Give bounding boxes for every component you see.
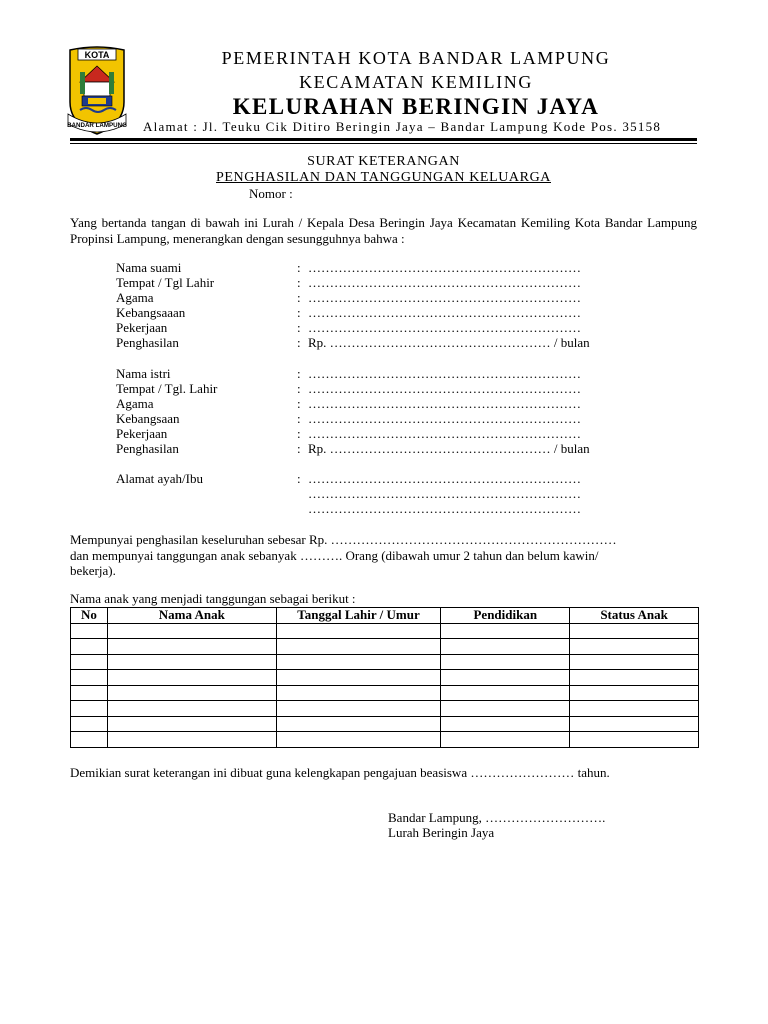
table-cell[interactable] — [276, 639, 441, 655]
document-subtitle — [70, 170, 697, 186]
field-colon: : — [297, 275, 301, 290]
table-row — [71, 623, 699, 639]
husband-job-blank: ……………………………………………………… — [308, 320, 581, 335]
husband-religion-label: Agama — [116, 290, 154, 305]
wife-name-blank: ……………………………………………………… — [308, 366, 581, 381]
field-colon: : — [297, 260, 301, 275]
husband-birth-blank: ……………………………………………………… — [308, 275, 581, 290]
table-row — [71, 654, 699, 670]
parent-address-label: Alamat ayah/Ibu — [116, 471, 203, 486]
table-cell[interactable] — [570, 670, 699, 686]
table-cell[interactable] — [276, 701, 441, 717]
table-cell[interactable] — [107, 670, 276, 686]
wife-religion-label: Agama — [116, 396, 154, 411]
table-cell[interactable] — [276, 623, 441, 639]
letterhead-thick-rule — [70, 138, 697, 141]
table-cell[interactable] — [276, 732, 441, 748]
field-colon: : — [297, 320, 301, 335]
field-colon: : — [297, 381, 301, 396]
table-cell[interactable] — [276, 685, 441, 701]
table-row — [71, 670, 699, 686]
parent-address-blank: ……………………………………………………… — [308, 501, 581, 516]
table-cell[interactable] — [570, 716, 699, 732]
header-address: Alamat : Jl. Teuku Cik Ditiro Beringin Jaya – Bandar Lampung Kode Pos. 35158 — [143, 119, 662, 134]
field-colon: : — [297, 305, 301, 320]
signature-place-date: Bandar Lampung, ………………………. — [388, 810, 606, 825]
table-row — [71, 701, 699, 717]
table-cell[interactable] — [107, 685, 276, 701]
wife-job-blank: ……………………………………………………… — [308, 426, 581, 441]
husband-name-blank: ……………………………………………………… — [308, 260, 581, 275]
husband-birth-label: Tempat / Tgl Lahir — [116, 275, 215, 290]
svg-text:KOTA: KOTA — [84, 50, 110, 60]
signature-title: Lurah Beringin Jaya — [388, 825, 495, 840]
table-cell[interactable] — [71, 670, 108, 686]
table-cell[interactable] — [107, 732, 276, 748]
husband-nationality-label: Kebangsaaan — [116, 305, 186, 320]
wife-religion-blank: ……………………………………………………… — [308, 396, 581, 411]
table-cell[interactable] — [441, 639, 570, 655]
document-number-label: Nomor : — [249, 186, 293, 201]
total-income-line: Mempunyai penghasilan keseluruhan sebesar Rp. ………………………………………………………… — [70, 532, 617, 547]
table-cell[interactable] — [441, 716, 570, 732]
parent-address-blank: ……………………………………………………… — [308, 486, 581, 501]
header-birth-age: Tanggal Lahir / Umur — [276, 608, 441, 624]
husband-nationality-blank: ……………………………………………………… — [308, 305, 581, 320]
table-cell[interactable] — [71, 716, 108, 732]
field-colon: : — [297, 471, 301, 486]
header-no: No — [71, 608, 108, 624]
field-colon: : — [297, 396, 301, 411]
field-colon: : — [297, 335, 301, 350]
table-row — [71, 685, 699, 701]
table-cell[interactable] — [570, 654, 699, 670]
table-cell[interactable] — [71, 639, 108, 655]
table-row — [71, 639, 699, 655]
header-village-name: KELURAHAN BERINGIN JAYA — [232, 94, 600, 119]
document-subtitle-text: PENGHASILAN DAN TANGGUNGAN KELUARGA — [216, 170, 551, 185]
table-cell[interactable] — [276, 654, 441, 670]
husband-job-label: Pekerjaan — [116, 320, 168, 335]
children-table — [70, 607, 699, 748]
intro-paragraph: Yang bertanda tangan di bawah ini Lurah / Kepala Desa Beringin Jaya Kecamatan Kemiling Kota Bandar Lampung Propinsi Lampung, menerangkan dengan sesungguhnya bahwa : — [70, 215, 697, 246]
table-cell[interactable] — [276, 670, 441, 686]
table-header-row — [71, 608, 699, 624]
husband-income-label: Penghasilan — [116, 335, 179, 350]
table-cell[interactable] — [107, 716, 276, 732]
table-cell[interactable] — [71, 685, 108, 701]
wife-nationality-blank: ……………………………………………………… — [308, 411, 581, 426]
table-row — [71, 716, 699, 732]
children-table-body — [71, 623, 699, 747]
wife-income-blank: Rp. …………………………………………… / bulan — [308, 441, 590, 456]
table-cell[interactable] — [107, 701, 276, 717]
table-cell[interactable] — [570, 639, 699, 655]
header-child-status: Status Anak — [570, 608, 699, 624]
table-cell[interactable] — [71, 623, 108, 639]
table-cell[interactable] — [107, 654, 276, 670]
wife-birth-blank: ……………………………………………………… — [308, 381, 581, 396]
husband-name-label: Nama suami — [116, 260, 182, 275]
table-cell[interactable] — [441, 732, 570, 748]
table-cell[interactable] — [441, 701, 570, 717]
table-cell[interactable] — [107, 639, 276, 655]
husband-religion-blank: ……………………………………………………… — [308, 290, 581, 305]
wife-name-label: Nama istri — [116, 366, 171, 381]
table-cell[interactable] — [441, 654, 570, 670]
closing-statement: Demikian surat keterangan ini dibuat guna kelengkapan pengajuan beasiswa …………………… tahun. — [70, 765, 610, 780]
field-colon: : — [297, 426, 301, 441]
city-logo — [66, 44, 128, 136]
header-government-name: PEMERINTAH KOTA BANDAR LAMPUNG — [221, 48, 611, 68]
field-colon: : — [297, 441, 301, 456]
table-cell[interactable] — [570, 685, 699, 701]
svg-text:BANDAR LAMPUNG: BANDAR LAMPUNG — [67, 122, 127, 129]
table-cell[interactable] — [276, 716, 441, 732]
table-cell[interactable] — [570, 732, 699, 748]
table-row — [71, 732, 699, 748]
table-cell[interactable] — [71, 654, 108, 670]
wife-nationality-label: Kebangsaan — [116, 411, 180, 426]
wife-income-label: Penghasilan — [116, 441, 179, 456]
dependents-line-cont: bekerja). — [70, 563, 116, 578]
table-cell[interactable] — [570, 623, 699, 639]
header-child-name: Nama Anak — [107, 608, 276, 624]
parent-address-blank: ……………………………………………………… — [308, 471, 581, 486]
table-cell[interactable] — [107, 623, 276, 639]
wife-job-label: Pekerjaan — [116, 426, 168, 441]
wife-birth-label: Tempat / Tgl. Lahir — [116, 381, 218, 396]
document-title: SURAT KETERANGAN — [307, 154, 460, 169]
table-cell[interactable] — [570, 701, 699, 717]
children-intro: Nama anak yang menjadi tanggungan sebagai berikut : — [70, 591, 356, 606]
husband-income-blank: Rp. …………………………………………… / bulan — [308, 335, 590, 350]
table-cell[interactable] — [441, 685, 570, 701]
header-district-name: KECAMATAN KEMILING — [299, 72, 533, 92]
header-education: Pendidikan — [441, 608, 570, 624]
table-cell[interactable] — [71, 732, 108, 748]
field-colon: : — [297, 290, 301, 305]
letterhead-thin-rule — [70, 143, 697, 144]
field-colon: : — [297, 366, 301, 381]
dependents-line: dan mempunyai tanggungan anak sebanyak ………. Orang (dibawah umur 2 tahun dan belum kawin/ — [70, 548, 599, 563]
table-cell[interactable] — [441, 623, 570, 639]
table-cell[interactable] — [71, 701, 108, 717]
table-cell[interactable] — [441, 670, 570, 686]
field-colon: : — [297, 411, 301, 426]
